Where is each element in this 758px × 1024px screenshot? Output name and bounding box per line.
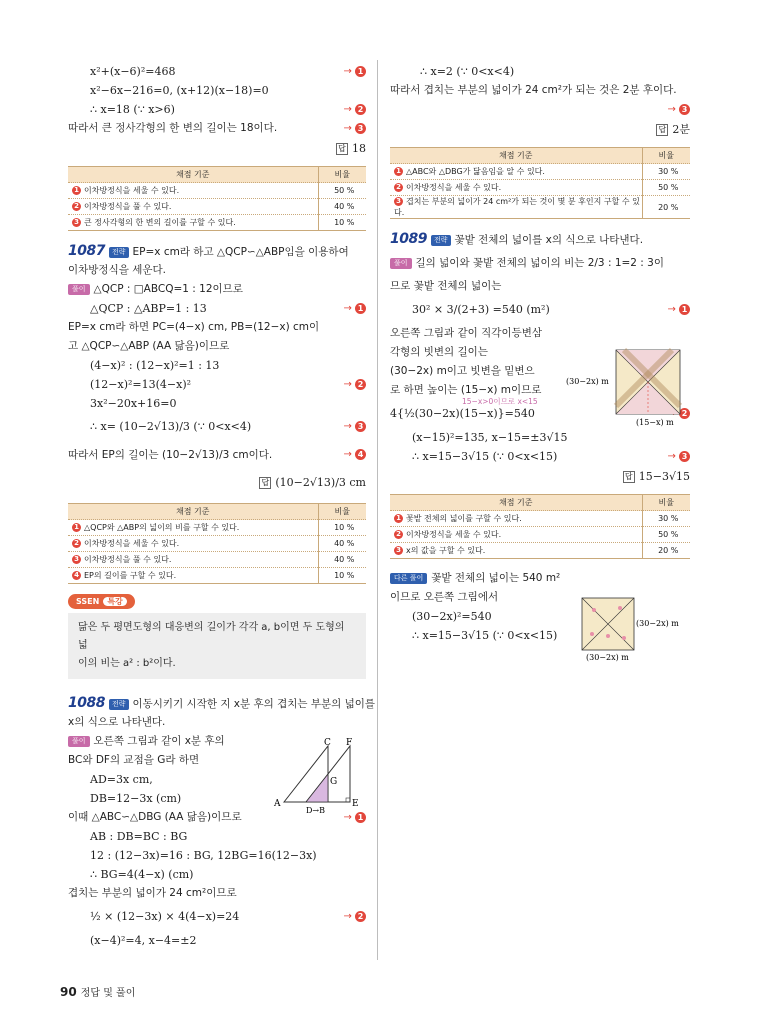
answer-1087: 답 (10−2√13)/3 cm: [68, 469, 366, 497]
solution-text: ∴ x=18 (∵ x>6): [90, 103, 175, 116]
label-g: G: [330, 777, 338, 787]
strategy-tag: 전략: [109, 247, 129, 258]
solution-line: [68, 299, 366, 318]
criteria-text: EP의 길이를 구할 수 있다.: [84, 571, 177, 580]
criteria-text: △ABC와 △DBG가 닮음임을 알 수 있다.: [406, 167, 545, 176]
strategy-tag: 전략: [431, 235, 451, 246]
step-number: 3: [679, 451, 690, 462]
solution-text: ∴ x=2 (∵ 0<x<4): [420, 65, 515, 78]
solution-label: 풀이: [68, 736, 90, 747]
solution-text: (x−15)²=135, x−15=±3√15: [412, 431, 568, 444]
ratio-cell: 50 %: [642, 527, 690, 543]
solution-text: EP=x cm라 하면 PC=(4−x) cm, PB=(12−x) cm이: [68, 321, 320, 333]
col-header-ratio: 비율: [642, 495, 690, 511]
step-number: 1: [72, 523, 81, 532]
grading-table-1087: [68, 503, 366, 584]
answer-icon: 답: [336, 143, 348, 155]
grading-table-1089: [390, 494, 690, 559]
step-marker: → 3: [343, 119, 366, 138]
table-row: [68, 552, 366, 568]
solution-text: △QCP : □ABCQ=1 : 12이므로: [93, 283, 243, 295]
step-marker: → 1: [343, 62, 366, 81]
criteria-text: 꽃밭 전체의 넓이를 구할 수 있다.: [406, 514, 522, 523]
step-marker: → 1: [343, 808, 366, 827]
step-number: 1: [72, 186, 81, 195]
criteria-text: 큰 정사각형의 한 변의 길이를 구할 수 있다.: [84, 218, 236, 227]
step-number: 2: [394, 530, 403, 539]
criteria-text: 이차방정식을 풀 수 있다.: [84, 202, 172, 211]
solution-line: [390, 62, 690, 81]
bottom-label: (30−2x) m: [586, 653, 629, 662]
step-marker: → 2: [343, 375, 366, 394]
solution-text: AD=3x cm,: [90, 773, 153, 786]
table-row: [68, 568, 366, 584]
step-number: 2: [679, 408, 690, 419]
step-marker: → 1: [667, 296, 690, 324]
solution-text: 30² × 3/(2+3) =540 (m²): [412, 303, 550, 316]
grading-table-1086: [68, 166, 366, 231]
solution-line: [68, 337, 366, 356]
step-number: 3: [72, 555, 81, 564]
step-number: 4: [72, 571, 81, 580]
solution-line: [390, 324, 690, 343]
step-number: 2: [355, 104, 366, 115]
step-marker: → 1: [343, 299, 366, 318]
solution-line: [68, 100, 366, 119]
criteria-text: 이차방정식을 세울 수 있다.: [406, 183, 502, 192]
step-number: 3: [355, 123, 366, 134]
solution-text: 12 : (12−3x)=16 : BG, 12BG=16(12−3x): [90, 849, 317, 862]
solution-text: (x−4)²=4, x−4=±2: [90, 934, 197, 947]
problem-1087-header: [68, 241, 366, 261]
solution-text: 이때 △ABC∽△DBG (AA 닮음)이므로: [68, 811, 242, 823]
criteria-cell: [68, 215, 318, 231]
col-header-criteria: 채점 기준: [390, 148, 642, 164]
ratio-cell: 50 %: [318, 183, 366, 199]
ratio-cell: 50 %: [642, 180, 690, 196]
solution-line: [68, 62, 366, 81]
criteria-text: △QCP와 △ABP의 넓이의 비를 구할 수 있다.: [84, 523, 240, 532]
criteria-cell: [68, 520, 318, 536]
solution-text: ∴ x=15−3√15 (∵ 0<x<15): [412, 450, 558, 463]
table-row: [390, 180, 690, 196]
solution-label: 다른 풀이: [390, 573, 427, 584]
solution-text: 오른쪽 그림과 같이 x분 후의: [93, 735, 225, 747]
solution-line: [390, 428, 690, 447]
solution-line: [68, 119, 366, 138]
problem-1087-solution: [68, 280, 366, 469]
col-header-ratio: 비율: [318, 167, 366, 183]
solution-text: 4{½(30−2x)(15−x)}=540: [390, 407, 535, 420]
solution-line: [68, 903, 366, 931]
ratio-cell: 20 %: [642, 543, 690, 559]
criteria-text: 이차방정식을 세울 수 있다.: [84, 539, 180, 548]
criteria-text: 겹치는 부분의 넓이가 24 cm²가 되는 것이 몇 분 후인지 구할 수 있다.: [394, 197, 640, 217]
step-number: 3: [355, 421, 366, 432]
solution-text: 3x²−20x+16=0: [90, 397, 177, 410]
solution-text: x²+(x−6)²=468: [90, 65, 176, 78]
solution-text: 길의 넓이와 꽃밭 전체의 넓이의 비는 2/3 : 1=2 : 3이: [415, 257, 665, 269]
solution-label: 풀이: [390, 258, 412, 269]
solution-text: BC와 DF의 교점을 G라 하면: [68, 754, 200, 766]
garden-figure-1: [566, 346, 706, 430]
solution-line: [390, 81, 690, 100]
strategy-text: 꽃밭 전체의 넓이를 x의 식으로 나타낸다.: [454, 234, 644, 246]
column-divider: [377, 60, 378, 960]
footer-title: 정답 및 풀이: [80, 988, 136, 999]
solution-text: (12−x)²=13(4−x)²: [90, 378, 192, 391]
solution-line: [68, 318, 366, 337]
step-number: 1: [355, 812, 366, 823]
answer-icon: 답: [259, 477, 271, 489]
side-label: (30−2x) m: [636, 619, 679, 628]
answer-1089: 답 15−3√15: [390, 466, 690, 488]
criteria-cell: [390, 527, 642, 543]
solution-text: 따라서 겹치는 부분의 넓이가 24 cm²가 되는 것은 2분 후이다.: [390, 84, 677, 96]
table-row: [68, 536, 366, 552]
table-row: [390, 196, 690, 219]
col-header-ratio: 비율: [642, 148, 690, 164]
solution-text: ½ × (12−3x) × 4(4−x)=24: [90, 910, 240, 923]
page-number: 90: [60, 985, 77, 999]
table-row: [68, 215, 366, 231]
solution-line: [390, 277, 690, 296]
left-top-lines: [68, 62, 366, 138]
ssen-tip-box: [68, 594, 366, 679]
step-number: 1: [394, 167, 403, 176]
label-e: E: [352, 799, 359, 809]
criteria-cell: [68, 536, 318, 552]
table-row: [68, 199, 366, 215]
solution-line: [68, 356, 366, 375]
table-row: [390, 164, 690, 180]
solution-text: 오른쪽 그림과 같이 직각이등변삼: [390, 327, 543, 339]
solution-text: 따라서 EP의 길이는 (10−2√13)/3 cm이다.: [68, 449, 273, 461]
step-number: 2: [355, 379, 366, 390]
criteria-cell: [68, 183, 318, 199]
solution-text: x²−6x−216=0, (x+12)(x−18)=0: [90, 84, 269, 97]
strategy-tag: 전략: [109, 699, 129, 710]
step-number: 1: [355, 303, 366, 314]
solution-line: [390, 296, 690, 324]
strategy-text-2: x의 식으로 나타낸다.: [68, 716, 166, 728]
step-marker: → 2: [343, 903, 366, 931]
solution-line: [390, 100, 690, 119]
step-marker: → 2: [343, 100, 366, 119]
col-header-ratio: 비율: [318, 504, 366, 520]
strategy-text: EP=x cm라 하고 △QCP∽△ABP임을 이용하여: [132, 246, 349, 258]
problem-number: 1088: [68, 695, 105, 711]
solution-text: 따라서 큰 정사각형의 한 변의 길이는 18이다.: [68, 122, 278, 134]
step-number: 3: [394, 197, 403, 206]
answer-2min: 답 2분: [390, 119, 690, 141]
solution-text: (30−2x) m이고 빗변을 밑변으: [390, 365, 535, 377]
solution-text: 고 △QCP∽△ABP (AA 닮음)이므로: [68, 340, 230, 352]
ratio-cell: 10 %: [318, 520, 366, 536]
table-row: [68, 520, 366, 536]
tip-label: SSEN 특강: [68, 594, 135, 609]
criteria-cell: [390, 511, 642, 527]
criteria-cell: [390, 543, 642, 559]
criteria-text: 이차방정식을 세울 수 있다.: [406, 530, 502, 539]
strategy-text-2: 이차방정식을 세운다.: [68, 264, 166, 276]
solution-text: ∴ x= (10−2√13)/3 (∵ 0<x<4): [90, 420, 252, 433]
ratio-cell: 30 %: [642, 511, 690, 527]
col-header-criteria: 채점 기준: [68, 167, 318, 183]
step-number: 2: [355, 911, 366, 922]
solution-line: [68, 865, 366, 884]
step-number: 3: [679, 104, 690, 115]
tip-body: 닮은 두 평면도형의 대응변의 길이가 각각 a, b이면 두 도형의 넓 이의 비는 a² : b²이다.: [68, 613, 366, 679]
solution-line: [68, 375, 366, 394]
strategy-text: 이동시키기 시작한 지 x분 후의 겹치는 부분의 넓이를: [132, 698, 376, 710]
step-marker: → 4: [343, 441, 366, 469]
solution-text: 겹치는 부분의 넓이가 24 cm²이므로: [68, 887, 237, 899]
pink-note: 15−x>0이므로 x<15: [462, 397, 538, 406]
criteria-text: 이차방정식을 풀 수 있다.: [84, 555, 172, 564]
solution-line: [68, 280, 366, 299]
solution-line: [68, 441, 366, 469]
table-row: [390, 543, 690, 559]
problem-number: 1089: [390, 231, 427, 247]
answer-icon: 답: [623, 471, 635, 483]
solution-line: [68, 846, 366, 865]
height-label: (15−x) m: [636, 418, 674, 427]
label-c: C: [324, 738, 331, 748]
criteria-cell: [390, 180, 642, 196]
step-number: 3: [72, 218, 81, 227]
problem-1088-header: [68, 693, 376, 713]
col-header-criteria: 채점 기준: [390, 495, 642, 511]
step-number: 3: [394, 546, 403, 555]
solution-text: DB=12−3x (cm): [90, 792, 182, 805]
solution-text: ∴ x=15−3√15 (∵ 0<x<15): [412, 629, 558, 642]
solution-text: 이므로 오른쪽 그림에서: [390, 591, 499, 603]
solution-line: [390, 447, 690, 466]
table-row: [68, 183, 366, 199]
triangle-figure: [268, 738, 368, 818]
step-number: 2: [72, 202, 81, 211]
solution-text: 므로 꽃밭 전체의 넓이는: [390, 280, 502, 292]
ratio-cell: 10 %: [318, 568, 366, 584]
right-top-lines: [390, 62, 690, 119]
step-number: 2: [394, 183, 403, 192]
table-row: [390, 527, 690, 543]
solution-label: 풀이: [68, 284, 90, 295]
page-footer: [60, 984, 135, 999]
step-number: 2: [72, 539, 81, 548]
criteria-text: x의 값을 구할 수 있다.: [406, 546, 486, 555]
solution-text: 각형의 빗변의 길이는: [390, 346, 488, 358]
table-row: [390, 511, 690, 527]
ratio-cell: 40 %: [318, 552, 366, 568]
solution-text: AB : DB=BC : BG: [90, 830, 188, 843]
problem-1089-header: [390, 229, 690, 249]
ratio-cell: 40 %: [318, 536, 366, 552]
criteria-cell: [390, 164, 642, 180]
step-number: 4: [355, 449, 366, 460]
solution-text: (30−2x)²=540: [412, 610, 492, 623]
label-f: F: [346, 738, 353, 748]
problem-number: 1087: [68, 243, 105, 259]
solution-text: 꽃밭 전체의 넓이는 540 m²: [431, 572, 561, 584]
criteria-cell: [390, 196, 642, 219]
step-number: 1: [394, 514, 403, 523]
answer-18: 답 18: [68, 138, 366, 160]
step-marker: → 3: [667, 447, 690, 466]
solution-line: [68, 413, 366, 441]
criteria-cell: [68, 568, 318, 584]
step-marker: → 3: [667, 100, 690, 119]
solution-line: [68, 827, 366, 846]
ratio-cell: 10 %: [318, 215, 366, 231]
side-label: (30−2x) m: [566, 377, 609, 386]
solution-line: [390, 569, 690, 588]
solution-text: 로 하면 높이는 (15−x) m이므로: [390, 384, 542, 396]
ratio-cell: 40 %: [318, 199, 366, 215]
solution-line: [68, 394, 366, 413]
garden-figure-2: [580, 596, 706, 662]
solution-line: [390, 249, 690, 277]
step-number: 1: [679, 304, 690, 315]
grading-table-1088: [390, 147, 690, 219]
criteria-cell: [68, 199, 318, 215]
solution-text: (4−x)² : (12−x)²=1 : 13: [90, 359, 220, 372]
solution-line: [68, 81, 366, 100]
step-number: 1: [355, 66, 366, 77]
step-marker: → 3: [343, 413, 366, 441]
label-a: A: [274, 799, 281, 809]
ratio-cell: 20 %: [642, 196, 690, 219]
criteria-text: 이차방정식을 세울 수 있다.: [84, 186, 180, 195]
ratio-cell: 30 %: [642, 164, 690, 180]
col-header-criteria: 채점 기준: [68, 504, 318, 520]
solution-text: △QCP : △ABP=1 : 13: [90, 302, 207, 315]
label-d-to-b: D→B: [306, 806, 325, 815]
solution-line: [68, 884, 366, 903]
answer-icon: 답: [656, 124, 668, 136]
solution-text: ∴ BG=4(4−x) (cm): [90, 868, 194, 881]
solution-line: [68, 931, 366, 950]
criteria-cell: [68, 552, 318, 568]
